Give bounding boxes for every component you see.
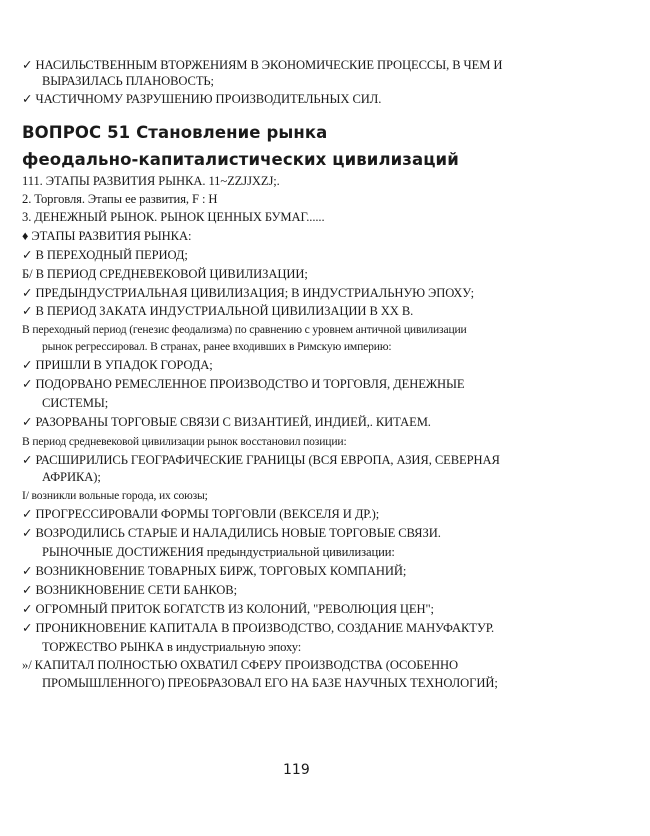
section-heading: феодально-капиталистических цивилизаций bbox=[22, 150, 459, 169]
text-line: РЫНОЧНЫЕ ДОСТИЖЕНИЯ предындустриальной цивилизации: bbox=[42, 545, 395, 559]
text-line: ПРОМЫШЛЕННОГО) ПРЕОБРАЗОВАЛ ЕГО НА БАЗЕ НАУЧНЫХ ТЕХНОЛОГИЙ; bbox=[42, 676, 498, 690]
text-line: ВЫРАЗИЛАСЬ ПЛАНОВОСТЬ; bbox=[42, 74, 214, 88]
text-line: ✓ ПОДОРВАНО РЕМЕСЛЕННОЕ ПРОИЗВОДСТВО И ТОРГОВЛЯ, ДЕНЕЖНЫЕ bbox=[22, 377, 465, 391]
text-line: ✓ ОГРОМНЫЙ ПРИТОК БОГАТСТВ ИЗ КОЛОНИЙ, "РЕВОЛЮЦИЯ ЦЕН"; bbox=[22, 602, 434, 616]
text-line: ✓ РАСШИРИЛИСЬ ГЕОГРАФИЧЕСКИЕ ГРАНИЦЫ (ВСЯ ЕВРОПА, АЗИЯ, СЕВЕРНАЯ bbox=[22, 453, 500, 467]
text-line: 3. ДЕНЕЖНЫЙ РЫНОК. РЫНОК ЦЕННЫХ БУМАГ...... bbox=[22, 210, 325, 224]
text-line: ✓ ВОЗРОДИЛИСЬ СТАРЫЕ И НАЛАДИЛИСЬ НОВЫЕ ТОРГОВЫЕ СВЯЗИ. bbox=[22, 526, 441, 540]
text-line: ✓ ВОЗНИКНОВЕНИЕ СЕТИ БАНКОВ; bbox=[22, 583, 237, 597]
text-line: 2. Торговля. Этапы ее развития, F : H bbox=[22, 192, 218, 206]
text-line: ♦ ЭТАПЫ РАЗВИТИЯ РЫНКА: bbox=[22, 229, 192, 243]
text-line: I/ возникли вольные города, их союзы; bbox=[22, 489, 208, 502]
text-line: ТОРЖЕСТВО РЫНКА в индустриальную эпоху: bbox=[42, 640, 302, 654]
text-line: ✓ НАСИЛЬСТВЕННЫМ ВТОРЖЕНИЯМ В ЭКОНОМИЧЕСКИЕ ПРОЦЕССЫ, В ЧЕМ И bbox=[22, 58, 503, 72]
text-line: В период средневековой цивилизации рынок восстановил позиции: bbox=[22, 435, 347, 448]
text-line: ✓ ПРОНИКНОВЕНИЕ КАПИТАЛА В ПРОИЗВОДСТВО, СОЗДАНИЕ МАНУФАКТУР. bbox=[22, 621, 495, 635]
text-line: ✓ ЧАСТИЧНОМУ РАЗРУШЕНИЮ ПРОИЗВОДИТЕЛЬНЫХ СИЛ. bbox=[22, 92, 382, 106]
text-line: ✓ ВОЗНИКНОВЕНИЕ ТОВАРНЫХ БИРЖ, ТОРГОВЫХ КОМПАНИЙ; bbox=[22, 564, 407, 578]
text-line: СИСТЕМЫ; bbox=[42, 396, 109, 410]
text-line: ✓ ПРОГРЕССИРОВАЛИ ФОРМЫ ТОРГОВЛИ (ВЕКСЕЛЯ И ДР.); bbox=[22, 507, 380, 521]
text-line: ✓ РАЗОРВАНЫ ТОРГОВЫЕ СВЯЗИ С ВИЗАНТИЕЙ, ИНДИЕЙ,. КИТАЕМ. bbox=[22, 415, 431, 429]
text-line: »/ КАПИТАЛ ПОЛНОСТЬЮ ОХВАТИЛ СФЕРУ ПРОИЗВОДСТВА (ОСОБЕННО bbox=[22, 658, 459, 672]
text-line: ✓ В ПЕРЕХОДНЫЙ ПЕРИОД; bbox=[22, 248, 188, 262]
text-line: 111. ЭТАПЫ РАЗВИТИЯ РЫНКА. 11~ZZJJXZJ;. bbox=[22, 174, 280, 188]
text-line: ✓ В ПЕРИОД ЗАКАТА ИНДУСТРИАЛЬНОЙ ЦИВИЛИЗАЦИИ В XX В. bbox=[22, 304, 414, 318]
text-line: АФРИКА); bbox=[42, 470, 101, 484]
text-line: Б/ В ПЕРИОД СРЕДНЕВЕКОВОЙ ЦИВИЛИЗАЦИИ; bbox=[22, 267, 308, 281]
page-number: 119 bbox=[283, 762, 310, 778]
text-line: ✓ ПРЕДЫНДУСТРИАЛЬНАЯ ЦИВИЛИЗАЦИЯ; В ИНДУСТРИАЛЬНУЮ ЭПОХУ; bbox=[22, 286, 474, 300]
text-line: рынок регрессировал. В странах, ранее входивших в Римскую империю: bbox=[42, 340, 392, 353]
text-line: В переходный период (генезис феодализма) по сравнению с уровнем античной цивилизации bbox=[22, 323, 467, 336]
text-line: ✓ ПРИШЛИ В УПАДОК ГОРОДА; bbox=[22, 358, 213, 372]
section-heading: ВОПРОС 51 Становление рынка bbox=[22, 123, 328, 142]
